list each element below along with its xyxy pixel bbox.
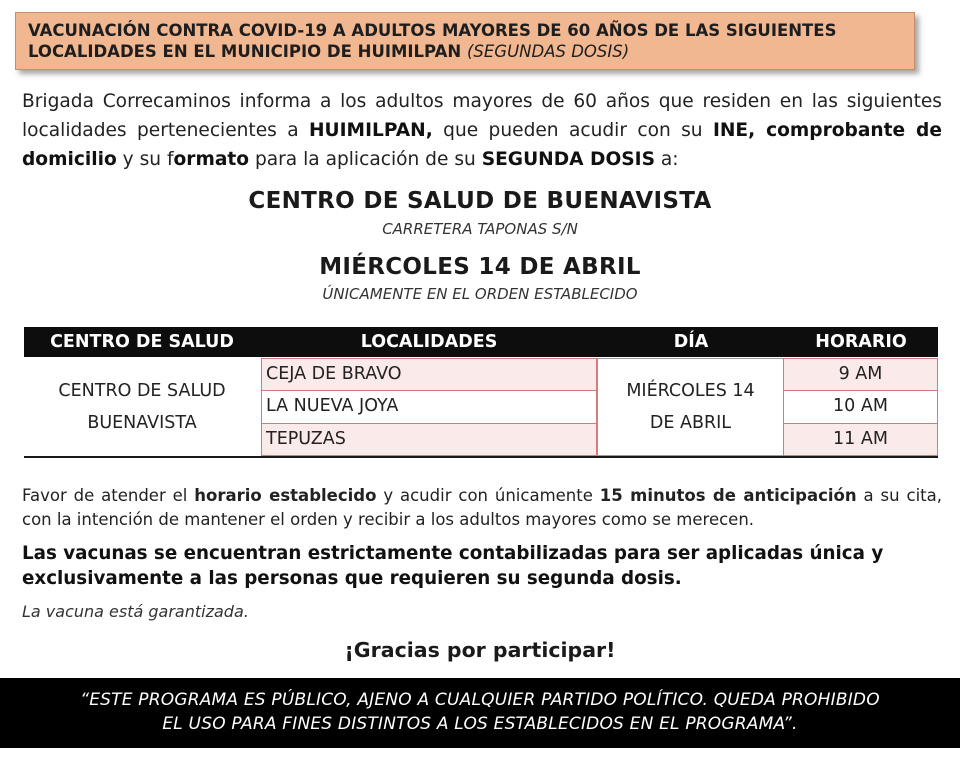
localidad-cell: LA NUEVA JOYA xyxy=(261,391,597,423)
intro-paragraph xyxy=(22,87,942,174)
strict-notice: Las vacunas se encuentran estrictamente contabilizadas para ser aplicadas única y exclusivamente a las personas que requieren su segunda dosis. xyxy=(22,543,884,589)
title-banner xyxy=(15,12,915,70)
schedule-notice xyxy=(22,484,942,532)
horario-cell: 11 AM xyxy=(783,423,938,456)
footer-line-2: EL USO PARA FINES DISTINTOS A LOS ESTABLECIDOS EN EL PROGRAMA”. xyxy=(162,714,798,734)
venue-address: CARRETERA TAPONAS S/N xyxy=(382,220,578,238)
banner-title-line-2 xyxy=(28,41,914,62)
intro-text-1: Brigada Correcaminos informa a los adultos mayores de 60 años que residen en las siguientes localidades pertenecientes a xyxy=(22,91,942,141)
horario-cell: 10 AM xyxy=(783,391,938,423)
dia-line-1: MIÉRCOLES 14 xyxy=(626,381,755,401)
intro-municipio: HUIMILPAN, xyxy=(308,120,433,141)
order-note: ÚNICAMENTE EN EL ORDEN ESTABLECIDO xyxy=(322,285,638,303)
intro-dose: SEGUNDA DOSIS xyxy=(481,149,655,170)
centro-cell xyxy=(24,358,260,456)
notice-text-2: y acudir con únicamente xyxy=(376,486,600,505)
guarantee-note: La vacuna está garantizada. xyxy=(22,602,249,621)
header-horario: HORARIO xyxy=(815,332,907,352)
intro-formato: ormato xyxy=(173,149,250,170)
dia-cell xyxy=(597,358,784,456)
banner-title-bold: LOCALIDADES EN EL MUNICIPIO DE HUIMILPAN xyxy=(28,42,462,61)
header-dia: DÍA xyxy=(673,332,709,352)
intro-documents: INE, comprobante de domicilio xyxy=(22,120,942,170)
date-title: MIÉRCOLES 14 DE ABRIL xyxy=(319,254,641,280)
table-header-row xyxy=(24,327,938,357)
dia-line-2: DE ABRIL xyxy=(649,413,732,433)
banner-title-line-1: VACUNACIÓN CONTRA COVID-19 A ADULTOS MAYORES DE 60 AÑOS DE LAS SIGUIENTES xyxy=(28,21,837,40)
notice-bold-horario: horario establecido xyxy=(194,486,377,505)
intro-text-5: a: xyxy=(654,149,679,170)
localidad-cell: TEPUZAS xyxy=(261,423,597,456)
header-localidades: LOCALIDADES xyxy=(360,332,498,352)
notice-bold-minutos: 15 minutos de anticipación xyxy=(599,486,857,505)
intro-text-2: que pueden acudir con su xyxy=(432,120,713,141)
centro-line-1: CENTRO DE SALUD xyxy=(58,381,226,401)
venue-name: CENTRO DE SALUD DE BUENAVISTA xyxy=(248,188,712,214)
table-bottom-rule xyxy=(24,456,938,458)
centro-line-2: BUENAVISTA xyxy=(87,413,197,433)
intro-text-3: y su f xyxy=(116,149,174,170)
notice-text-1: Favor de atender el xyxy=(22,486,195,505)
horario-cell: 9 AM xyxy=(783,358,938,391)
notice-text-3: a su cita, con la intención de mantener el orden y recibir a los adultos mayores como se merecen. xyxy=(22,486,942,529)
header-centro: CENTRO DE SALUD xyxy=(50,332,234,352)
thanks-message: ¡Gracias por participar! xyxy=(344,638,616,662)
schedule-table xyxy=(24,327,938,457)
footer-line-1: “ESTE PROGRAMA ES PÚBLICO, AJENO A CUALQUIER PARTIDO POLÍTICO. QUEDA PROHIBIDO xyxy=(80,690,880,710)
banner-subtitle-italic: (SEGUNDAS DOSIS) xyxy=(466,42,630,61)
legal-footer xyxy=(0,678,960,748)
localidad-cell: CEJA DE BRAVO xyxy=(261,358,597,391)
intro-text-4: para la aplicación de su xyxy=(249,149,482,170)
